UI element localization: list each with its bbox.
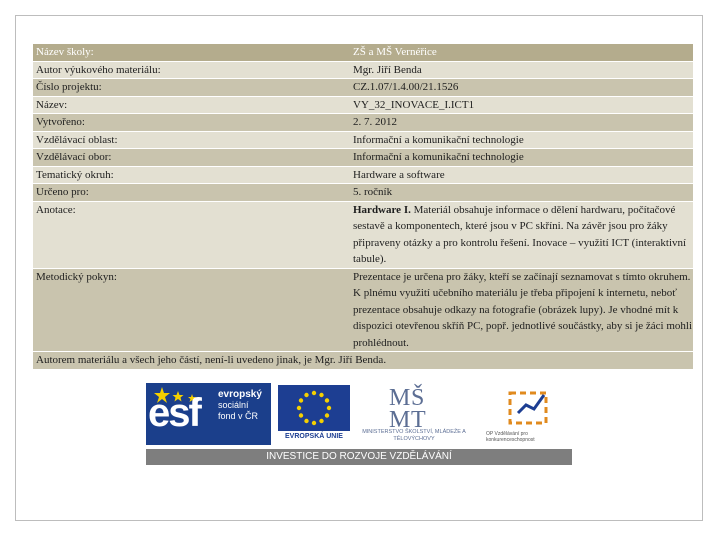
annotation-bold: Hardware I.	[353, 203, 411, 216]
esf-letters: esf	[148, 391, 200, 435]
investment-banner: INVESTICE DO ROZVOJE VZDĚLÁVÁNÍ	[146, 449, 572, 465]
annotation-row	[33, 201, 693, 268]
msmt-logo-icon	[381, 383, 451, 429]
method-label: Metodický pokyn:	[33, 268, 350, 352]
row-value: VY_32_INOVACE_I.ICT1	[350, 96, 693, 114]
annotation-label: Anotace:	[33, 201, 350, 268]
row-label: Tematický okruh:	[33, 166, 350, 184]
row-value: 2. 7. 2012	[350, 114, 693, 132]
table-row	[33, 79, 693, 97]
esf-logo	[146, 383, 271, 445]
logo-banner	[146, 383, 572, 465]
op-logo-icon	[504, 387, 552, 429]
op-caption: OP Vzdělávání pro konkurenceschopnost	[486, 431, 535, 443]
row-value: Informační a komunikační technologie	[350, 149, 693, 167]
method-row	[33, 268, 693, 352]
info-table	[33, 44, 693, 370]
row-label: Číslo projektu:	[33, 79, 350, 97]
annotation-value	[350, 201, 693, 268]
row-value: 5. ročník	[350, 184, 693, 202]
row-value: Mgr. Jiří Benda	[350, 61, 693, 79]
svg-text:Š: Š	[411, 385, 425, 411]
table-row	[33, 166, 693, 184]
row-label: Určeno pro:	[33, 184, 350, 202]
esf-line-2: sociální	[218, 400, 249, 410]
annotation-text: Materiál obsahuje informace o dělení hardwaru, počítačové sestavě a komponentech, které jsou v PC skříni. Na závěr jsou pro žáky připraveny otázky a pro kontrolu řešení. Inovace – využití ICT (interaktivní tabule).	[353, 203, 687, 265]
esf-text	[218, 389, 270, 422]
row-label: Vzdělávací oblast:	[33, 131, 350, 149]
table-row	[33, 114, 693, 132]
method-text: Prezentace je určena pro žáky, kteří se začínají seznamovat s tímto okruhem. K plnému využití učebního materiálu je třeba připojení k internetu, neboť prezentace obsahuje odkazy na fotografie (obrázek lupy). Je vhodné mít k dispozici otevřenou skříň PC, popř. jednotlivé součástky, aby si je žáci mohli prohlédnout.	[350, 268, 693, 352]
esf-line-3: fond v ČR	[218, 411, 259, 421]
table-row	[33, 96, 693, 114]
svg-text:T: T	[411, 407, 426, 429]
eu-caption: EVROPSKÁ UNIE	[285, 433, 343, 440]
table-row	[33, 131, 693, 149]
footer-row	[33, 352, 693, 370]
msmt-caption: MINISTERSTVO ŠKOLSTVÍ, MLÁDEŽE A TĚLOVÝCHOVY	[362, 429, 466, 442]
row-value: Hardware a software	[350, 166, 693, 184]
row-value: Informační a komunikační technologie	[350, 131, 693, 149]
author-note: Autorem materiálu a všech jeho částí, není-li uvedeno jinak, je Mgr. Jiří Benda.	[33, 352, 693, 370]
table-row	[33, 149, 693, 167]
row-label: Název školy:	[33, 44, 350, 61]
row-value: ZŠ a MŠ Vernéřice	[350, 44, 693, 61]
table-row	[33, 184, 693, 202]
svg-text:M: M	[389, 407, 411, 429]
row-label: Vytvořeno:	[33, 114, 350, 132]
row-label: Vzdělávací obor:	[33, 149, 350, 167]
row-label: Název:	[33, 96, 350, 114]
row-label: Autor výukového materiálu:	[33, 61, 350, 79]
eu-flag-icon	[278, 385, 350, 431]
svg-text:M: M	[389, 385, 411, 411]
table-row	[33, 44, 693, 61]
row-value: CZ.1.07/1.4.00/21.1526	[350, 79, 693, 97]
table-row	[33, 61, 693, 79]
esf-line-1: evropský	[218, 389, 262, 400]
